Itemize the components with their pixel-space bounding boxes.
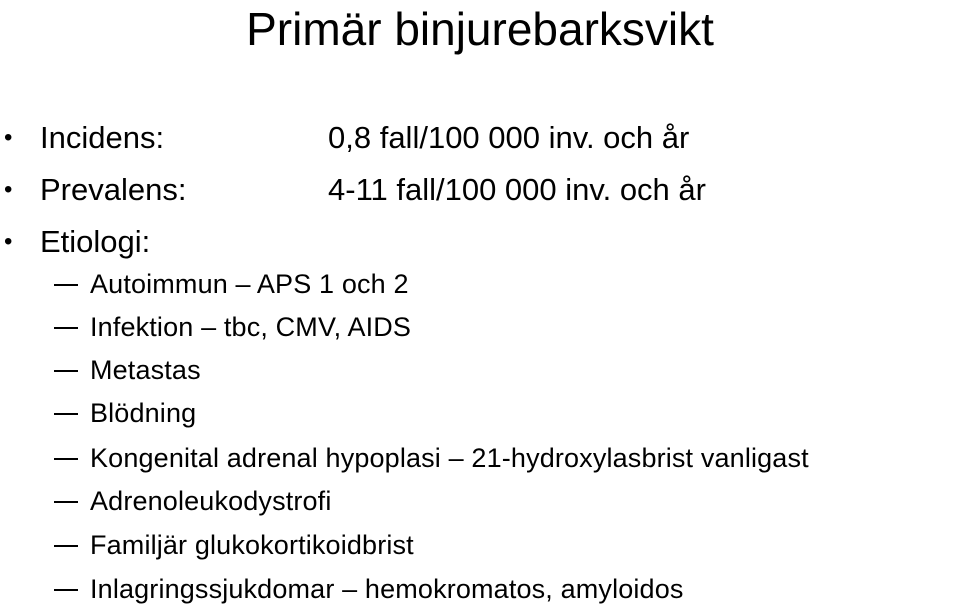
- bullet-value: 4-11 fall/100 000 inv. och år: [328, 172, 706, 207]
- dash-icon: [54, 413, 78, 415]
- dash-icon: [54, 458, 78, 460]
- etiology-text: Metastas: [90, 355, 201, 385]
- bullet-icon: •: [4, 176, 13, 203]
- etiology-text: Adrenoleukodystrofi: [90, 486, 332, 516]
- etiology-text: Inlagringssjukdomar – hemokromatos, amyloidos: [90, 574, 684, 604]
- dash-icon: [54, 589, 78, 591]
- dash-icon: [54, 501, 78, 503]
- dash-icon: [54, 327, 78, 329]
- etiology-text: Infektion – tbc, CMV, AIDS: [90, 312, 412, 342]
- bullet-label: Incidens:: [40, 120, 165, 155]
- bullet-icon: •: [4, 228, 13, 255]
- dash-icon: [54, 545, 78, 547]
- etiology-text: Autoimmun – APS 1 och 2: [90, 269, 409, 299]
- bullet-label: Etiologi:: [40, 224, 151, 259]
- etiology-text: Kongenital adrenal hypoplasi – 21-hydroxylasbrist vanligast: [90, 443, 809, 473]
- etiology-text: Blödning: [90, 398, 197, 428]
- slide-title: Primär binjurebarksvikt: [246, 3, 714, 55]
- bullet-icon: •: [4, 124, 13, 151]
- dash-icon: [54, 284, 78, 286]
- etiology-text: Familjär glukokortikoidbrist: [90, 530, 414, 560]
- bullet-label: Prevalens:: [40, 172, 187, 207]
- bullet-value: 0,8 fall/100 000 inv. och år: [328, 120, 690, 155]
- dash-icon: [54, 370, 78, 372]
